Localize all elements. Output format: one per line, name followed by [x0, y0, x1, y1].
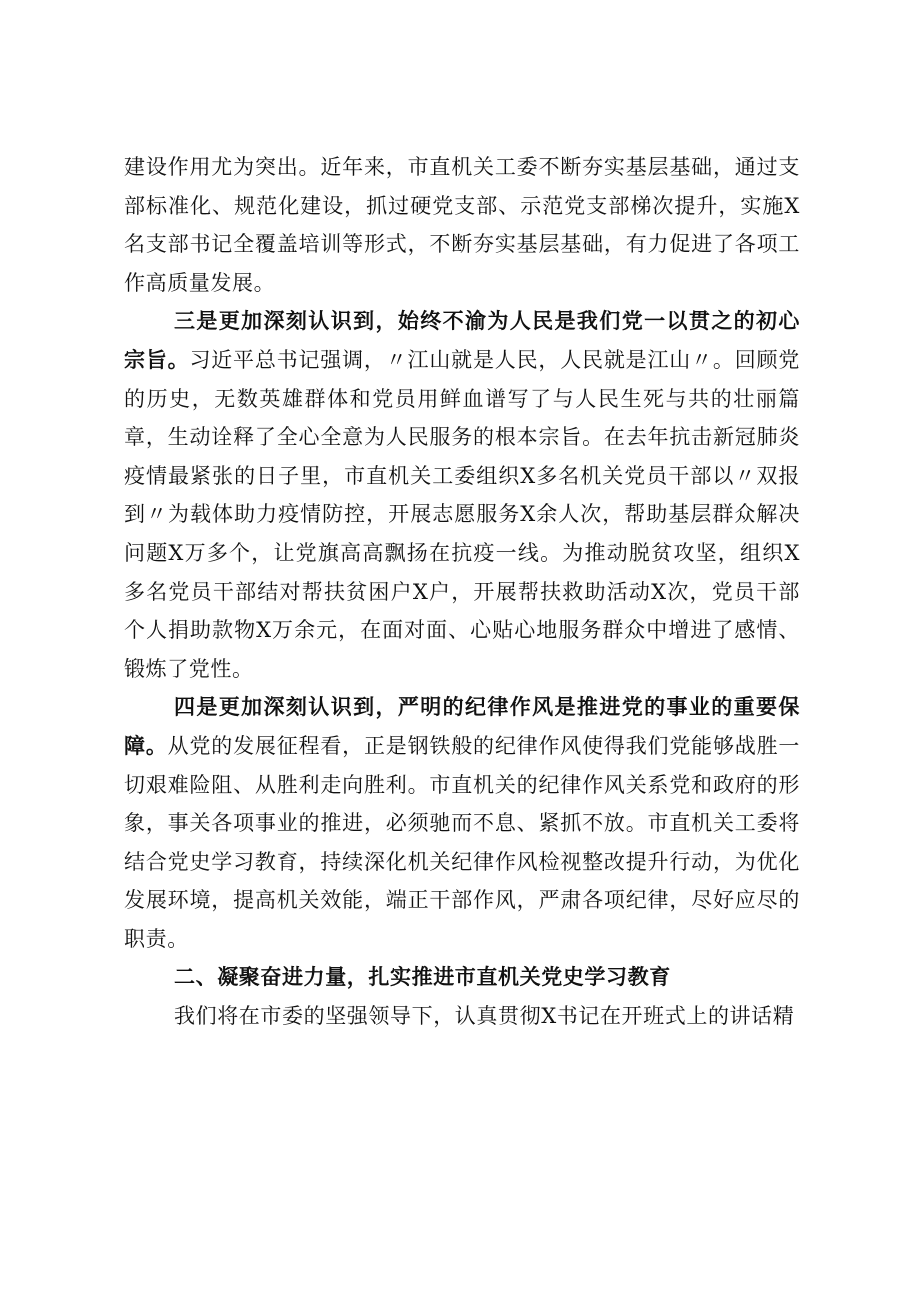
paragraph-text: 建设作用尤为突出。近年来，市直机关工委不断夯实基层基础，通过支部标准化、规范化建设，抓过硬党支部、示范党支部梯次提升，实施X名支部书记全覆盖培训等形式，不断夯实基层基础，有力促进了各项工作高质量发展。 [124, 155, 800, 295]
paragraph-lead: 四是更加深刻认识到，严明的纪律作风是推进党的事业的重要保障。 [124, 694, 800, 758]
document-body [124, 148, 800, 1036]
paragraph-text: 从党的发展征程看，正是钢铁般的纪律作风使得我们党能够战胜一切艰难险阻、从胜利走向胜利。市直机关的纪律作风关系党和政府的形象，事关各项事业的推进，必须驰而不息、紧抓不放。市直机关工委将结合党史学习教育，持续深化机关纪律作风检视整改提升行动，为优化发展环境，提高机关效能，端正干部作风，严肃各项纪律，尽好应尽的职责。 [124, 733, 801, 951]
section-heading: 二、凝聚奋进力量，扎实推进市直机关党史学习教育 [174, 964, 671, 990]
paragraph-final [124, 997, 800, 1036]
paragraph-text: 我们将在市委的坚强领导下，认真贯彻X书记在开班式上的讲话精 [174, 1004, 795, 1029]
paragraph-point-three [124, 302, 800, 688]
paragraph-lead: 三是更加深刻认识到，始终不渝为人民是我们党一以贯之的初心宗旨。 [124, 308, 800, 372]
paragraph-continuation [124, 148, 800, 302]
paragraph-text: 习近平总书记强调，〃江山就是人民，人民就是江山〃。回顾党的历史，无数英雄群体和党员用鲜血谱写了与人民生死与共的壮丽篇章，生动诠释了全心全意为人民服务的根本宗旨。在去年抗击新冠肺炎疫情最紧张的日子里，市直机关工委组织X多名机关党员干部以〃双报到〃为载体助力疫情防控，开展志愿服务X余人次，帮助基层群众解决问题X万多个，让党旗高高飘扬在抗疫一线。为推动脱贫攻坚，组织X多名党员干部结对帮扶贫困户X户，开展帮扶救助活动X次，党员干部个人捐助款物X万余元，在面对面、心贴心地服务群众中增进了感情、锻炼了党性。 [124, 347, 800, 681]
paragraph-point-four [124, 688, 800, 958]
